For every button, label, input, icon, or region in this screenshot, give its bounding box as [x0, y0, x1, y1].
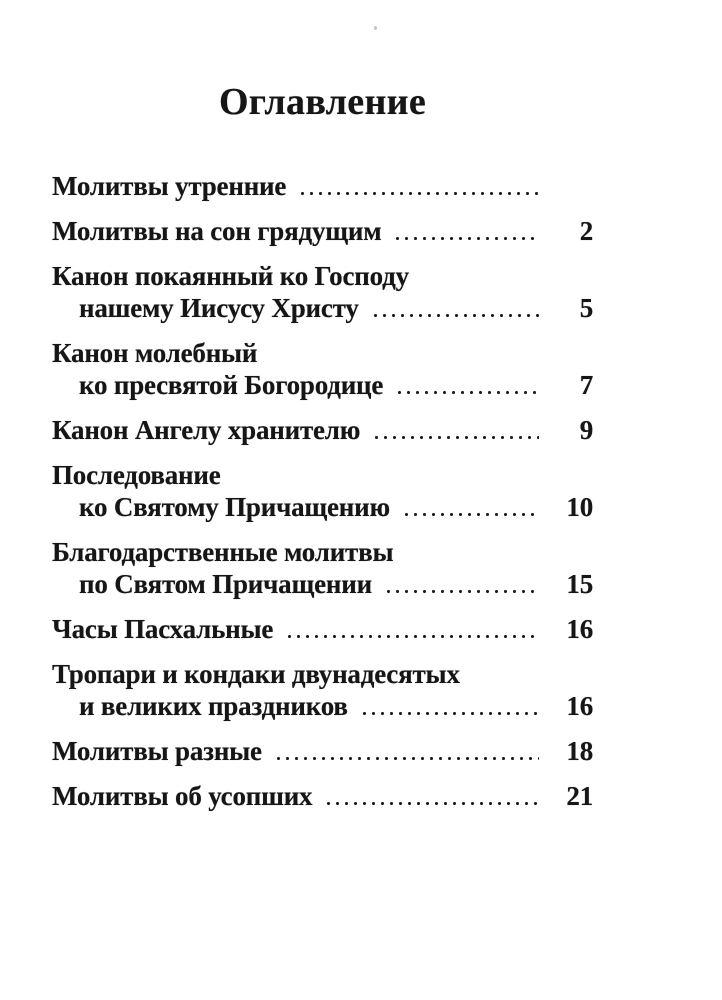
toc-entry: [52, 260, 593, 324]
toc-line: [52, 459, 593, 491]
toc-line: [52, 536, 593, 568]
dot-leader: [395, 390, 539, 395]
toc-line: [52, 292, 593, 324]
toc-entry: [52, 459, 593, 523]
toc-line: [52, 369, 593, 401]
toc-entry-text: Молитвы на сон грядущим: [52, 216, 382, 246]
toc-entry-text: и великих праздников: [79, 691, 348, 721]
toc-entry-text: Молитвы утренние: [52, 171, 287, 201]
dot-leader: [274, 756, 539, 761]
toc-entry: [52, 658, 593, 722]
dot-leader: [360, 711, 539, 716]
toc-entry-text: нашему Иисусу Христу: [79, 293, 359, 323]
dot-leader: [285, 634, 539, 639]
toc-entry-text: ко пресвятой Богородице: [79, 370, 384, 400]
toc-line: [52, 414, 593, 446]
dot-leader: [393, 236, 539, 241]
toc-line: [52, 491, 593, 523]
page-number: 9: [579, 415, 593, 445]
toc-entry-text: ко Святому Причащению: [79, 492, 390, 522]
toc-entry: [52, 780, 593, 812]
page-number: 7: [579, 370, 593, 400]
dot-leader: [324, 801, 539, 806]
page-number: 15: [566, 569, 593, 599]
toc-entry: [52, 414, 593, 446]
toc-list: [52, 170, 593, 812]
toc-line: [52, 170, 593, 202]
toc-line: [52, 780, 593, 812]
page-number: 2: [579, 216, 593, 246]
toc-line: [52, 215, 593, 247]
toc-entry-text: Канон покаянный ко Господу: [52, 261, 409, 291]
page-number: 10: [566, 492, 593, 522]
toc-entry-text: Молитвы об усопших: [52, 781, 313, 811]
toc-entry-text: Тропари и кондаки двунадесятых: [52, 659, 460, 689]
toc-entry-text: Канон молебный: [52, 338, 258, 368]
toc-entry: [52, 735, 593, 767]
toc-line: [52, 735, 593, 767]
toc-entry: [52, 536, 593, 600]
toc-entry: [52, 337, 593, 401]
toc-content: [52, 0, 593, 825]
toc-line: [52, 337, 593, 369]
toc-entry: [52, 170, 593, 202]
page-number: 16: [566, 691, 593, 721]
dot-leader: [298, 191, 539, 196]
toc-line: [52, 568, 593, 600]
toc-entry-text: Последование: [52, 460, 221, 490]
toc-line: [52, 690, 593, 722]
dot-leader: [402, 512, 539, 517]
toc-entry-text: Канон Ангелу хранителю: [52, 415, 361, 445]
toc-line: [52, 260, 593, 292]
toc-line: [52, 658, 593, 690]
dot-leader: [371, 313, 539, 318]
toc-entry-text: Благодарственные молитвы: [52, 537, 394, 567]
dot-leader: [372, 435, 539, 440]
toc-entry-text: Часы Пасхальные: [52, 614, 274, 644]
toc-entry: [52, 613, 593, 645]
page-title: Оглавление: [218, 81, 427, 123]
toc-entry-text: по Святом Причащении: [79, 569, 372, 599]
toc-line: [52, 613, 593, 645]
page-number: 5: [579, 293, 593, 323]
dot-leader: [384, 589, 539, 594]
page-number: 16: [566, 614, 593, 644]
page-number: 21: [566, 781, 593, 811]
toc-entry-text: Молитвы разные: [52, 736, 262, 766]
toc-entry: [52, 215, 593, 247]
page-number: 18: [566, 736, 593, 766]
